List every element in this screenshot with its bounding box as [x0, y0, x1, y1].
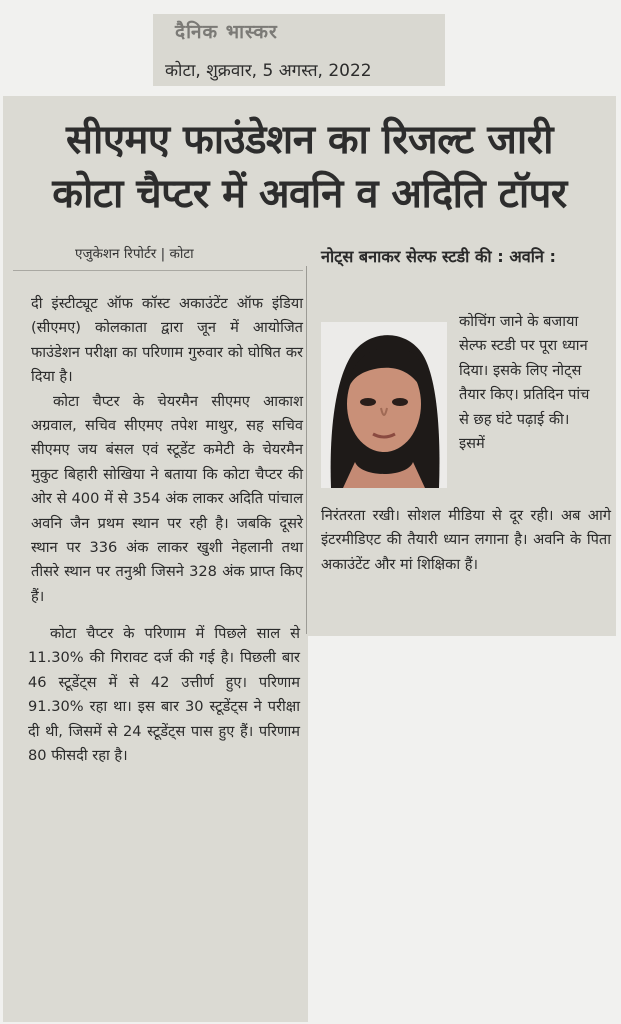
masthead-clipping — [153, 14, 445, 86]
article-paragraph: दी इंस्टीट्यूट ऑफ कॉस्ट अकाउंटेंट ऑफ इंडिया (सीएमए) कोलकाता द्वारा जून में आयोजित फाउंडेशन परीक्षा का परिणाम गुरुवार को घोषित कर दिया है। — [31, 295, 303, 386]
headline-line-1: सीएमए फाउंडेशन का रिजल्ट जारी — [65, 116, 554, 163]
byline: एजुकेशन रिपोर्टर | कोटा — [75, 246, 194, 262]
newspaper-name: दैनिक भास्कर — [175, 21, 278, 43]
sidebar-heading: नोट्स बनाकर सेल्फ स्टडी की : अवनि : — [321, 247, 556, 266]
student-photo — [321, 322, 447, 488]
byline-divider — [13, 270, 303, 271]
sidebar-text-beside-photo: कोचिंग जाने के बजाया सेल्फ स्टडी पर पूरा ध्यान दिया। इसके लिए नोट्स तैयार किए। प्रतिदिन पांच से छह घंटे पढ़ाई की। इसमें — [459, 313, 590, 453]
article-clipping-continued — [3, 625, 308, 1022]
article-clipping — [3, 96, 616, 636]
article-body-top — [31, 292, 303, 609]
sidebar-text-below-photo: निरंतरता रखी। सोशल मीडिया से दूर रही। अब आगे इंटरमीडिएट की तैयारी ध्यान लगाना है। अवनि के पिता अकाउंटेंट और मां शिक्षिका हैं। — [321, 507, 611, 573]
headline-line-2: कोटा चैप्टर में अवनि व अदिति टॉपर — [52, 170, 567, 217]
article-paragraph: कोटा चैप्टर के परिणाम में पिछले साल से 11.30% की गिरावट दर्ज की गई है। पिछली बार 46 स्टूडेंट्स में से 42 उत्तीर्ण हुए। परिणाम 91.30% रहा था। इस बार 30 स्टूडेंट्स ने परीक्षा दी थी, जिसमें से 24 स्टूडेंट्स पास हुए हैं। परिणाम 80 फीसदी रहा है। — [28, 625, 300, 765]
article-paragraph: कोटा चैप्टर के चेयरमैन सीएमए आकाश अग्रवाल, सचिव सीएमए तपेश माथुर, सह सचिव सीएमए जय बंसल एवं स्टूडेंट कमेटी के चेयरमैन मुकुट बिहारी सोखिया ने बताया कि कोटा चैप्टर की ओर से 400 में से 354 अंक लाकर अदिति पांचाल अवनि जैन प्रथम स्थान पर रही है। जबकि दूसरे स्थान पर 336 अंक लाकर खुशी नेहलानी तथा तीसरे स्थान पर तनुश्री जिसने 328 अंक प्राप्त किए हैं। — [31, 392, 303, 605]
portrait-image — [321, 322, 447, 488]
article-body-bottom — [28, 622, 300, 768]
dateline: कोटा, शुक्रवार, 5 अगस्त, 2022 — [165, 61, 372, 81]
